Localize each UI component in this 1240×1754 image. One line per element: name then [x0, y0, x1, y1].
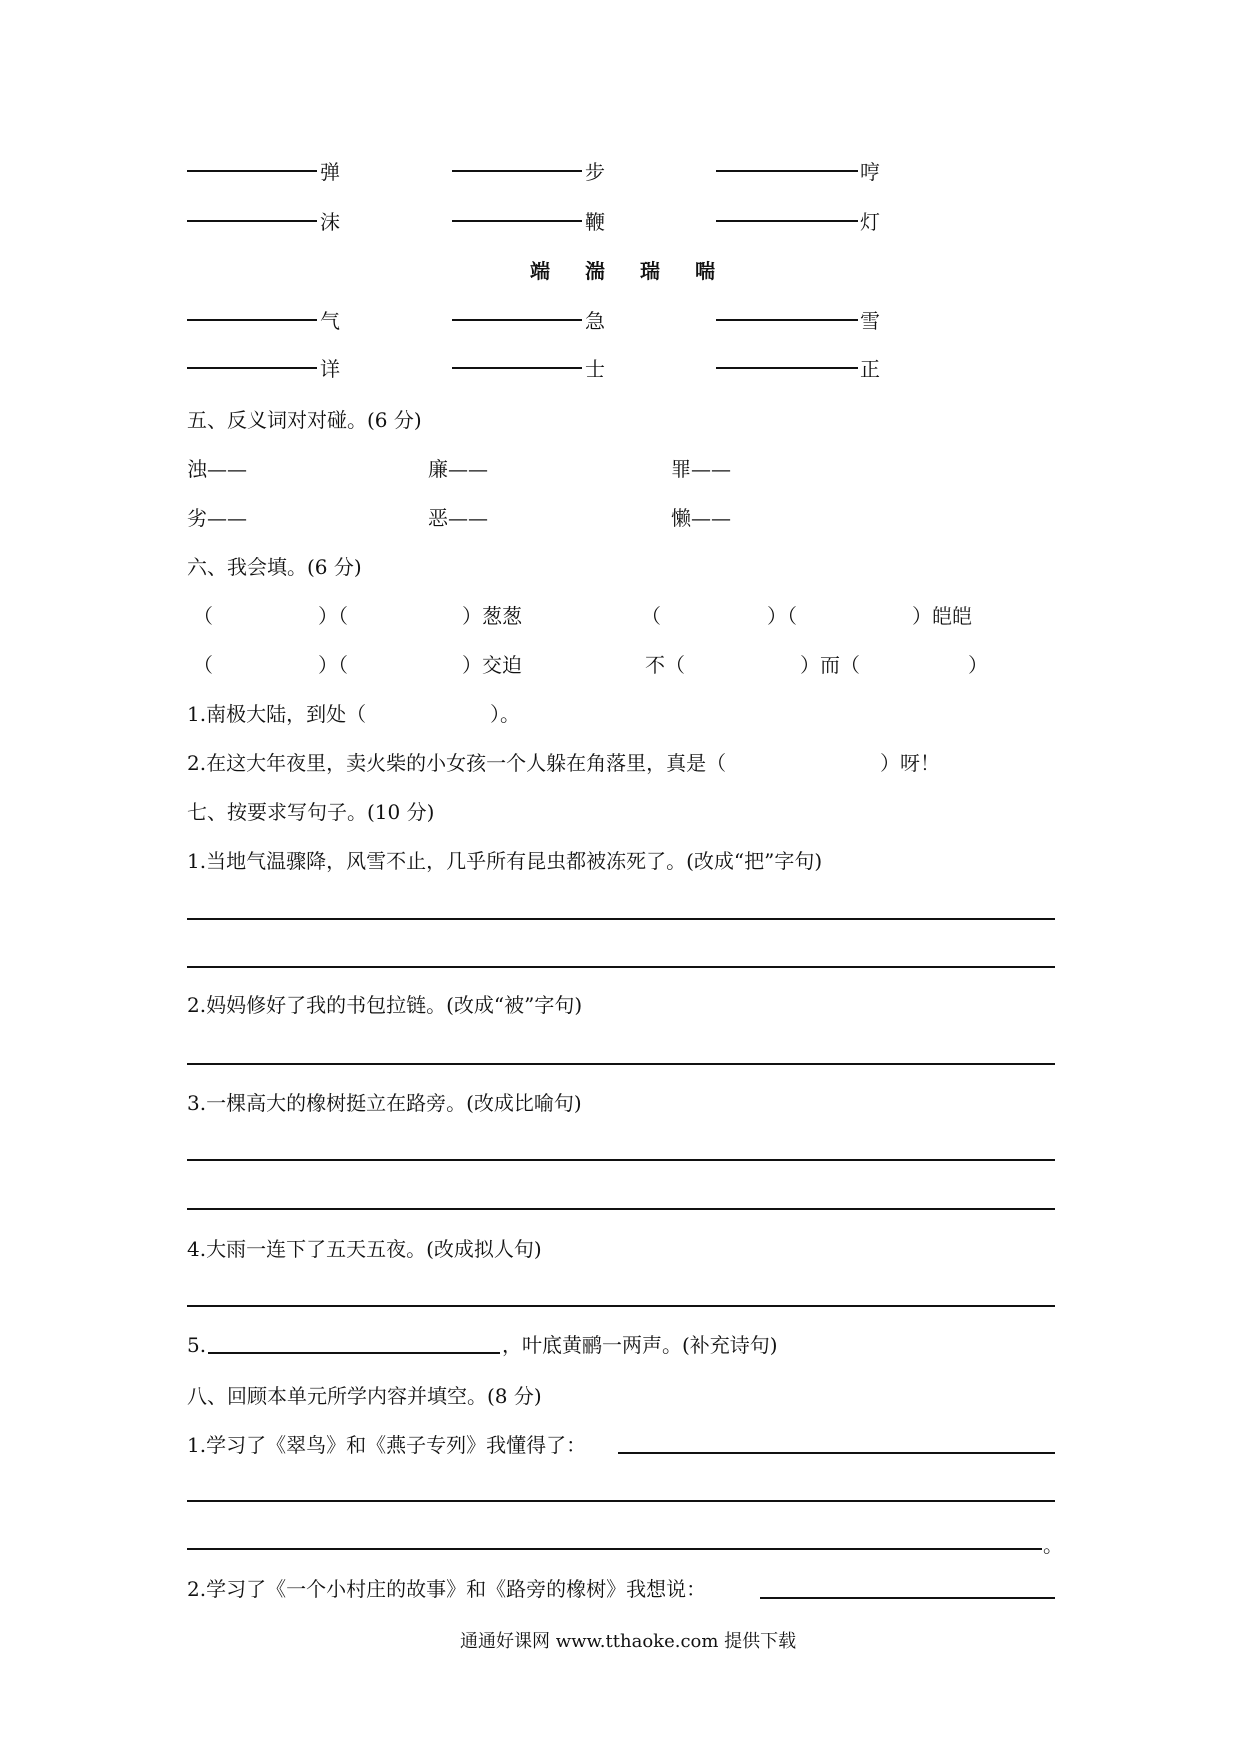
question-text: 2.妈妈修好了我的书包拉链。(改成“被”字句)	[187, 993, 583, 1017]
blank-line[interactable]	[452, 170, 582, 172]
question-text: 3.一棵高大的橡树挺立在路旁。(改成比喻句)	[187, 1091, 582, 1115]
answer-line[interactable]	[187, 1208, 1055, 1210]
question-text: 2.学习了《一个小村庄的故事》和《路旁的橡树》我想说：	[187, 1577, 707, 1601]
char-label: 沫	[320, 210, 340, 234]
char-label: 哼	[860, 160, 880, 184]
question-text: ，叶底黄鹂一两声。(补充诗句)	[502, 1333, 778, 1357]
char-label: 灯	[860, 210, 880, 234]
blank-line[interactable]	[452, 220, 582, 222]
section-title: 五、反义词对对碰。(6 分)	[187, 408, 422, 432]
answer-line[interactable]	[187, 1159, 1055, 1161]
antonym-item: 廉——	[428, 457, 488, 481]
char-label: 步	[585, 160, 605, 184]
paren-close: ）	[968, 653, 988, 677]
group-heading-char: 喘	[695, 259, 717, 283]
blank-line[interactable]	[716, 367, 858, 369]
paren-mid: ）（	[767, 604, 797, 628]
char-label: 雪	[860, 309, 880, 333]
paren-open: （	[193, 604, 213, 628]
answer-line[interactable]	[618, 1452, 1055, 1454]
answer-line[interactable]	[187, 1548, 1042, 1550]
question-text: 4.大雨一连下了五天五夜。(改成拟人句)	[187, 1237, 542, 1261]
answer-line[interactable]	[187, 1500, 1055, 1502]
char-label: 士	[585, 357, 605, 381]
answer-line[interactable]	[187, 918, 1055, 920]
blank-line[interactable]	[187, 170, 317, 172]
antonym-item: 罪——	[671, 457, 731, 481]
blank-line[interactable]	[452, 367, 582, 369]
blank-line[interactable]	[716, 170, 858, 172]
question-text: 1.南极大陆，到处（	[187, 702, 367, 726]
char-label: 弹	[320, 160, 340, 184]
blank-line[interactable]	[208, 1352, 500, 1354]
section-title: 七、按要求写句子。(10 分)	[187, 800, 435, 824]
question-text: 2.在这大年夜里，卖火柴的小女孩一个人躲在角落里，真是（	[187, 751, 727, 775]
antonym-item: 浊——	[187, 457, 247, 481]
char-label: 急	[585, 309, 605, 333]
antonym-item: 懒——	[671, 506, 731, 530]
group-heading-char: 端	[530, 259, 552, 283]
question-text: 1.学习了《翠鸟》和《燕子专列》我懂得了：	[187, 1433, 587, 1457]
char-label: 详	[320, 357, 340, 381]
question-text-end: ）。	[490, 702, 520, 726]
paren-open: （	[641, 604, 661, 628]
paren-mid: ）（	[318, 653, 348, 677]
answer-line[interactable]	[187, 1305, 1055, 1307]
question-text-end: ）呀！	[880, 751, 940, 775]
period-mark: 。	[1043, 1533, 1063, 1557]
paren-open: 不（	[645, 653, 685, 677]
idiom-tail: ）皑皑	[912, 604, 972, 628]
idiom-tail: ）交迫	[462, 653, 522, 677]
blank-line[interactable]	[452, 319, 582, 321]
blank-line[interactable]	[187, 367, 317, 369]
section-title: 六、我会填。(6 分)	[187, 555, 362, 579]
question-text: 5.	[187, 1333, 207, 1357]
paren-mid: ）（	[318, 604, 348, 628]
antonym-item: 恶——	[428, 506, 488, 530]
answer-line[interactable]	[760, 1597, 1055, 1599]
paren-open: （	[193, 653, 213, 677]
char-label: 鞭	[585, 210, 605, 234]
antonym-item: 劣——	[187, 506, 247, 530]
question-text: 1.当地气温骤降，风雪不止，几乎所有昆虫都被冻死了。(改成“把”字句)	[187, 849, 823, 873]
blank-line[interactable]	[187, 319, 317, 321]
char-label: 气	[320, 309, 340, 333]
group-heading-char: 瑞	[640, 259, 662, 283]
blank-line[interactable]	[187, 220, 317, 222]
section-title: 八、回顾本单元所学内容并填空。(8 分)	[187, 1384, 542, 1408]
blank-line[interactable]	[716, 319, 858, 321]
idiom-tail: ）葱葱	[462, 604, 522, 628]
answer-line[interactable]	[187, 1063, 1055, 1065]
blank-line[interactable]	[716, 220, 858, 222]
paren-mid: ）而（	[800, 653, 860, 677]
group-heading-char: 湍	[585, 259, 607, 283]
answer-line[interactable]	[187, 966, 1055, 968]
char-label: 正	[860, 357, 880, 381]
footer-text: 通通好课网 www.tthaoke.com 提供下载	[460, 1631, 797, 1652]
